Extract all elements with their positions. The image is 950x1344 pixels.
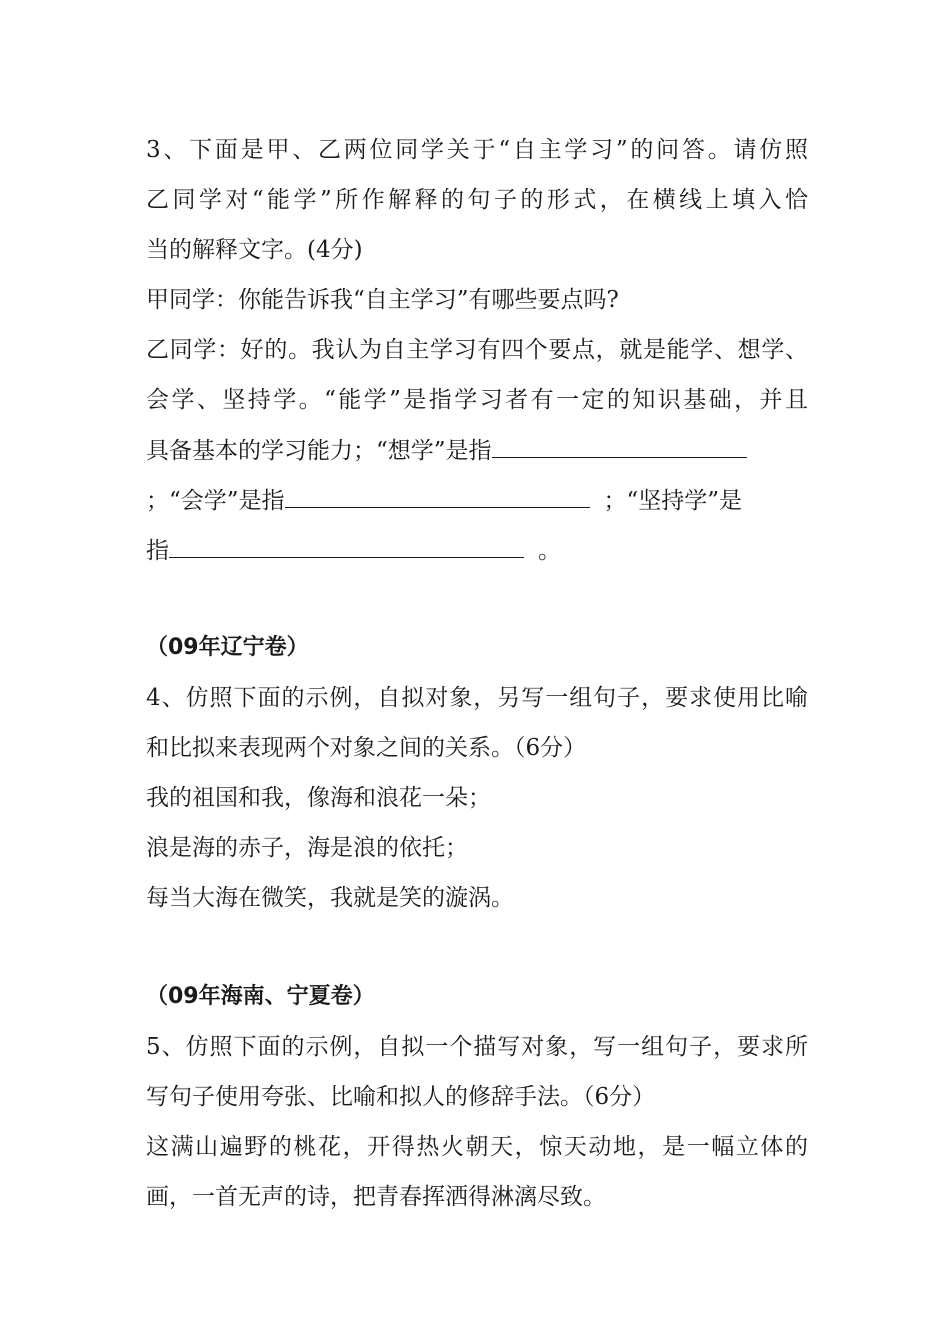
q4-line-2: 和比拟来表现两个对象之间的关系。（6分）: [146, 735, 587, 761]
q3-line-3: 当的解释文字。(4分): [146, 237, 363, 263]
q3-line-7: [146, 435, 808, 466]
q3-line-9-text-a: 指: [146, 538, 169, 564]
q3-line-1: 3、下面是甲、乙两位同学关于“自主学习”的问答。请仿照: [146, 137, 808, 163]
q3-line-5: 乙同学：好的。我认为自主学习有四个要点，就是能学、想学、: [146, 337, 808, 363]
q3-line-8-text-b: ；“坚持学”是: [603, 488, 743, 514]
q5-line-2: 写句子使用夸张、比喻和拟人的修辞手法。（6分）: [146, 1084, 656, 1110]
q4-line-1: 4、仿照下面的示例，自拟对象，另写一组句子，要求使用比喻: [146, 685, 808, 711]
q3-line-9-text-b: 。: [538, 538, 561, 564]
q4-example-line-3: 每当大海在微笑，我就是笑的漩涡。: [146, 885, 514, 911]
q4-example-line-1: 我的祖国和我，像海和浪花一朵；: [146, 785, 491, 811]
q4-example-line-2: 浪是海的赤子，海是浪的依托；: [146, 835, 468, 861]
q5-example-line-2: 画，一首无声的诗，把青春挥洒得淋漓尽致。: [146, 1184, 606, 1210]
q5-line-1: 5、仿照下面的示例，自拟一个描写对象，写一组句子，要求所: [146, 1034, 808, 1060]
answer-blank-xiangxue[interactable]: [492, 435, 747, 458]
q3-line-4: 甲同学：你能告诉我“自主学习”有哪些要点吗?: [146, 287, 619, 313]
q5-example-line-1: 这满山遍野的桃花，开得热火朝天，惊天动地，是一幅立体的: [146, 1134, 808, 1160]
q3-line-8: [146, 485, 808, 516]
q3-line-7-text: 具备基本的学习能力；“想学”是指: [146, 438, 492, 464]
q3-line-6: 会学、坚持学。“能学”是指学习者有一定的知识基础，并且: [146, 387, 808, 413]
q3-line-2: 乙同学对“能学”所作解释的句子的形式，在横线上填入恰: [146, 187, 808, 213]
answer-blank-huixue[interactable]: [285, 485, 590, 508]
section-heading-hainan: （09年海南、宁夏卷）: [146, 984, 375, 1009]
answer-blank-jianchixue[interactable]: [169, 535, 524, 558]
q3-line-9: [146, 535, 808, 566]
q3-line-8-text-a: ；“会学”是指: [146, 488, 285, 514]
section-heading-liaoning: （09年辽宁卷）: [146, 635, 309, 660]
